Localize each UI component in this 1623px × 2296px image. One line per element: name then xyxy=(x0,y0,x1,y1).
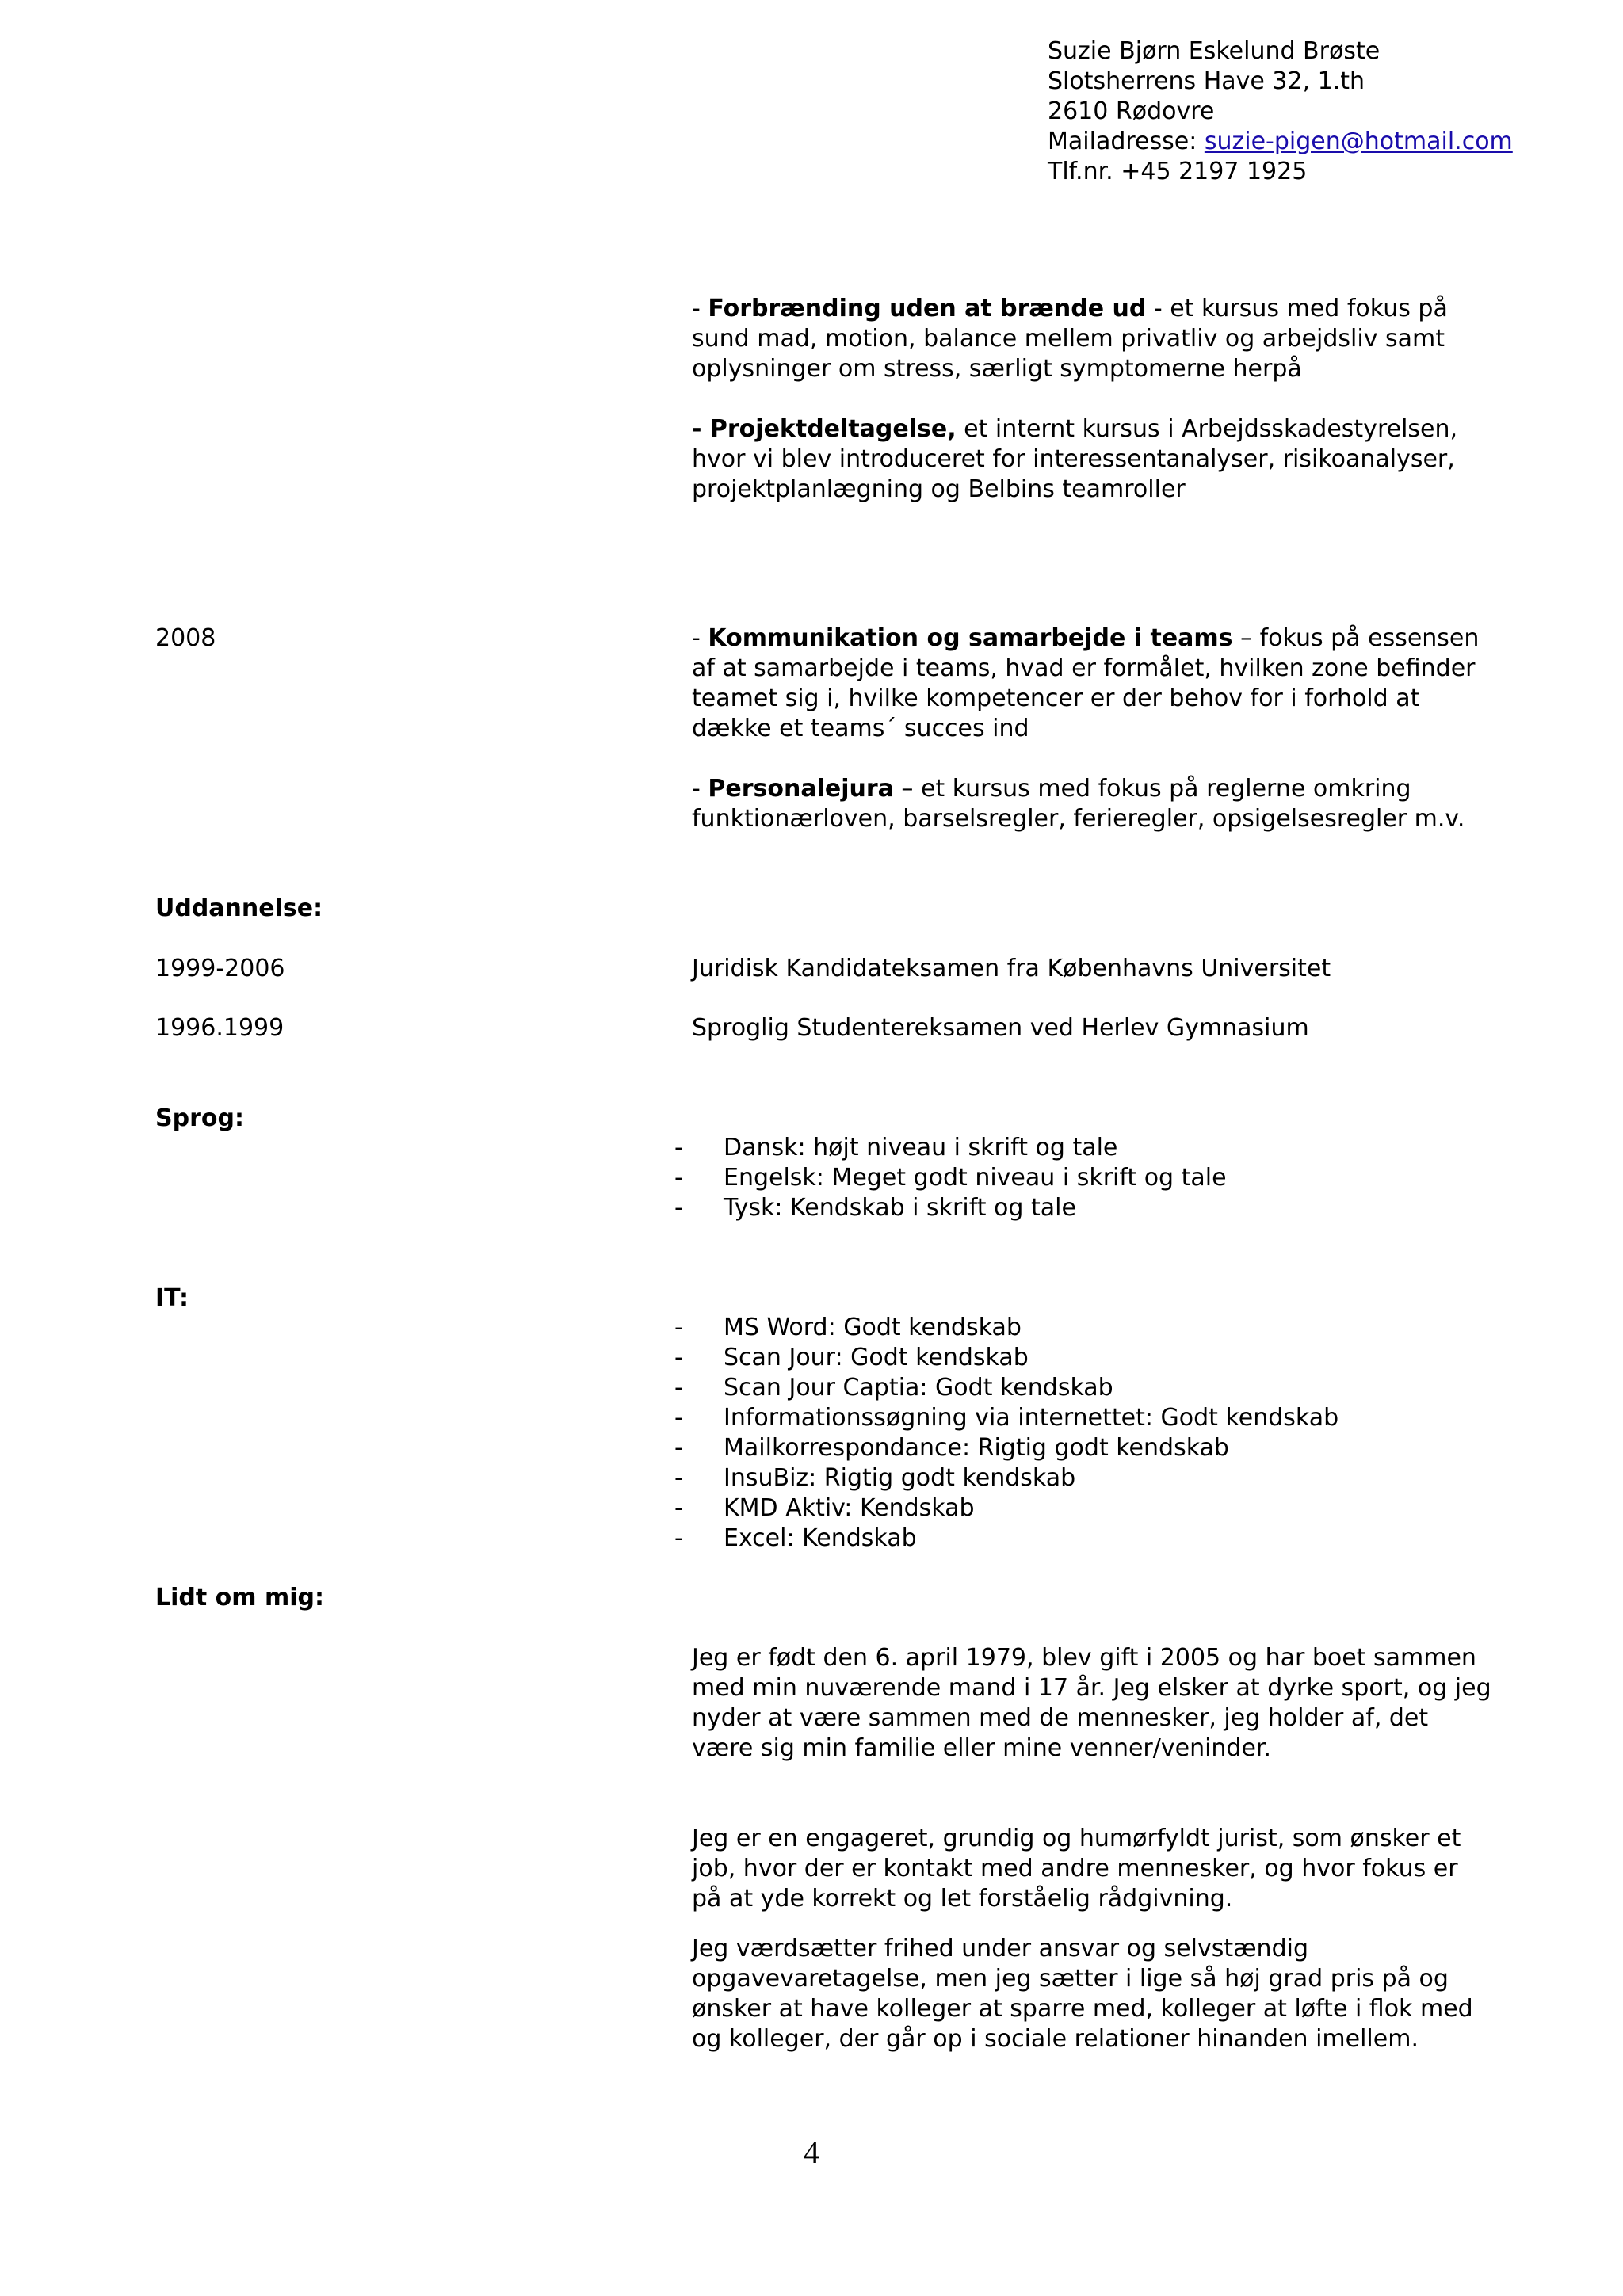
list-dash: - xyxy=(674,1134,683,1161)
contact-email-link[interactable]: suzie-pigen@hotmail.com xyxy=(1204,128,1513,155)
language-list xyxy=(674,1133,1492,1223)
list-item: - Engelsk: Meget godt niveau i skrift og tale xyxy=(674,1164,1227,1192)
course-title: Personalejura xyxy=(708,775,894,803)
course-description: – fokus på essensen af at samarbejde i teams, hvad er formålet, hvilken zone befinder teamet sig i, hvilke kompetencer er der behov for i forhold at dække et teams´ succes ind xyxy=(692,624,1480,742)
year-label: 2008 xyxy=(155,624,216,652)
section-heading-it: IT: xyxy=(155,1284,189,1312)
course-description: – et kursus med fokus på reglerne omkring funktionærloven, barselsregler, ferieregler, opsigelsesregler m.v. xyxy=(692,775,1465,833)
course-item-burnout xyxy=(692,294,1492,384)
course-item-personnel-law xyxy=(692,774,1492,834)
list-dash: - xyxy=(674,1374,683,1402)
list-dash: - xyxy=(674,1434,683,1462)
page-number: 4 xyxy=(804,2134,819,2170)
list-item: - Scan Jour Captia: Godt kendskab xyxy=(674,1374,1113,1402)
list-item: - Tysk: Kendskab i skrift og tale xyxy=(674,1194,1076,1222)
contact-block xyxy=(1048,36,1602,187)
education-degree: Juridisk Kandidateksamen fra Københavns Universitet xyxy=(692,955,1331,982)
list-dash: - xyxy=(674,1314,683,1341)
course-item-project xyxy=(692,414,1492,505)
course-dash: - xyxy=(692,775,701,803)
list-dash: - xyxy=(674,1494,683,1522)
list-item: - Dansk: højt niveau i skrift og tale xyxy=(674,1134,1118,1161)
about-paragraph: Jeg værdsætter frihed under ansvar og selvstændig opgavevaretagelse, men jeg sætter i lige så høj grad pris på og ønsker at have kolleger at sparre med, kolleger at løfte i flok med og kolleger, der går op i sociale relationer hinanden imellem. xyxy=(692,1935,1473,2053)
contact-phone: Tlf.nr. +45 2197 1925 xyxy=(1048,158,1308,185)
course-title: Forbrænding uden at brænde ud xyxy=(708,295,1147,322)
contact-email-row xyxy=(1048,127,1602,157)
list-dash: - xyxy=(674,1404,683,1432)
list-dash: - xyxy=(674,1524,683,1552)
list-item: - InsuBiz: Rigtig godt kendskab xyxy=(674,1464,1076,1492)
about-paragraph: Jeg er en engageret, grundig og humørfyldt jurist, som ønsker et job, hvor der er kontakt med andre mennesker, og hvor fokus er på at yde korrekt og let forståelig rådgivning. xyxy=(692,1825,1461,1913)
it-skills-list xyxy=(674,1313,1492,1554)
list-dash: - xyxy=(674,1344,683,1371)
course-dash: - xyxy=(692,624,701,652)
list-item: - Informationssøgning via internettet: Godt kendskab xyxy=(674,1404,1339,1432)
list-item: - Mailkorrespondance: Rigtig godt kendskab xyxy=(674,1434,1229,1462)
course-item-teams xyxy=(692,624,1492,744)
course-description: et internt kursus i Arbejdsskadestyrelsen, hvor vi blev introduceret for interessentanalyser, risikoanalyser, projektplanlægning og Belbins teamroller xyxy=(692,415,1458,503)
section-heading-languages: Sprog: xyxy=(155,1104,244,1132)
course-description: - et kursus med fokus på sund mad, motion, balance mellem privatliv og arbejdsliv samt oplysninger om stress, særligt symptomerne herpå xyxy=(692,295,1448,383)
education-period: 1999-2006 xyxy=(155,955,285,982)
course-title: - Projektdeltagelse, xyxy=(692,415,957,443)
contact-name: Suzie Bjørn Eskelund Brøste xyxy=(1048,37,1381,65)
list-item: - MS Word: Godt kendskab xyxy=(674,1314,1022,1341)
contact-email-label: Mailadresse: xyxy=(1048,128,1205,155)
education-degree: Sproglig Studentereksamen ved Herlev Gymnasium xyxy=(692,1014,1309,1042)
about-paragraph: Jeg er født den 6. april 1979, blev gift i 2005 og har boet sammen med min nuværende mand i 17 år. Jeg elsker at dyrke sport, og jeg nyder at være sammen med de mennesker, jeg holder af, det være sig min familie eller mine venner/veninder. xyxy=(692,1644,1491,1762)
contact-street: Slotsherrens Have 32, 1.th xyxy=(1048,67,1365,95)
list-dash: - xyxy=(674,1464,683,1492)
list-item: - Scan Jour: Godt kendskab xyxy=(674,1344,1029,1371)
list-dash: - xyxy=(674,1164,683,1192)
list-item: - Excel: Kendskab xyxy=(674,1524,917,1552)
course-dash: - xyxy=(692,295,701,322)
contact-city: 2610 Rødovre xyxy=(1048,97,1215,125)
list-item: - KMD Aktiv: Kendskab xyxy=(674,1494,975,1522)
course-title: Kommunikation og samarbejde i teams xyxy=(708,624,1233,652)
section-heading-education: Uddannelse: xyxy=(155,894,323,922)
section-heading-about: Lidt om mig: xyxy=(155,1584,324,1611)
education-period: 1996.1999 xyxy=(155,1014,285,1042)
list-dash: - xyxy=(674,1194,683,1222)
